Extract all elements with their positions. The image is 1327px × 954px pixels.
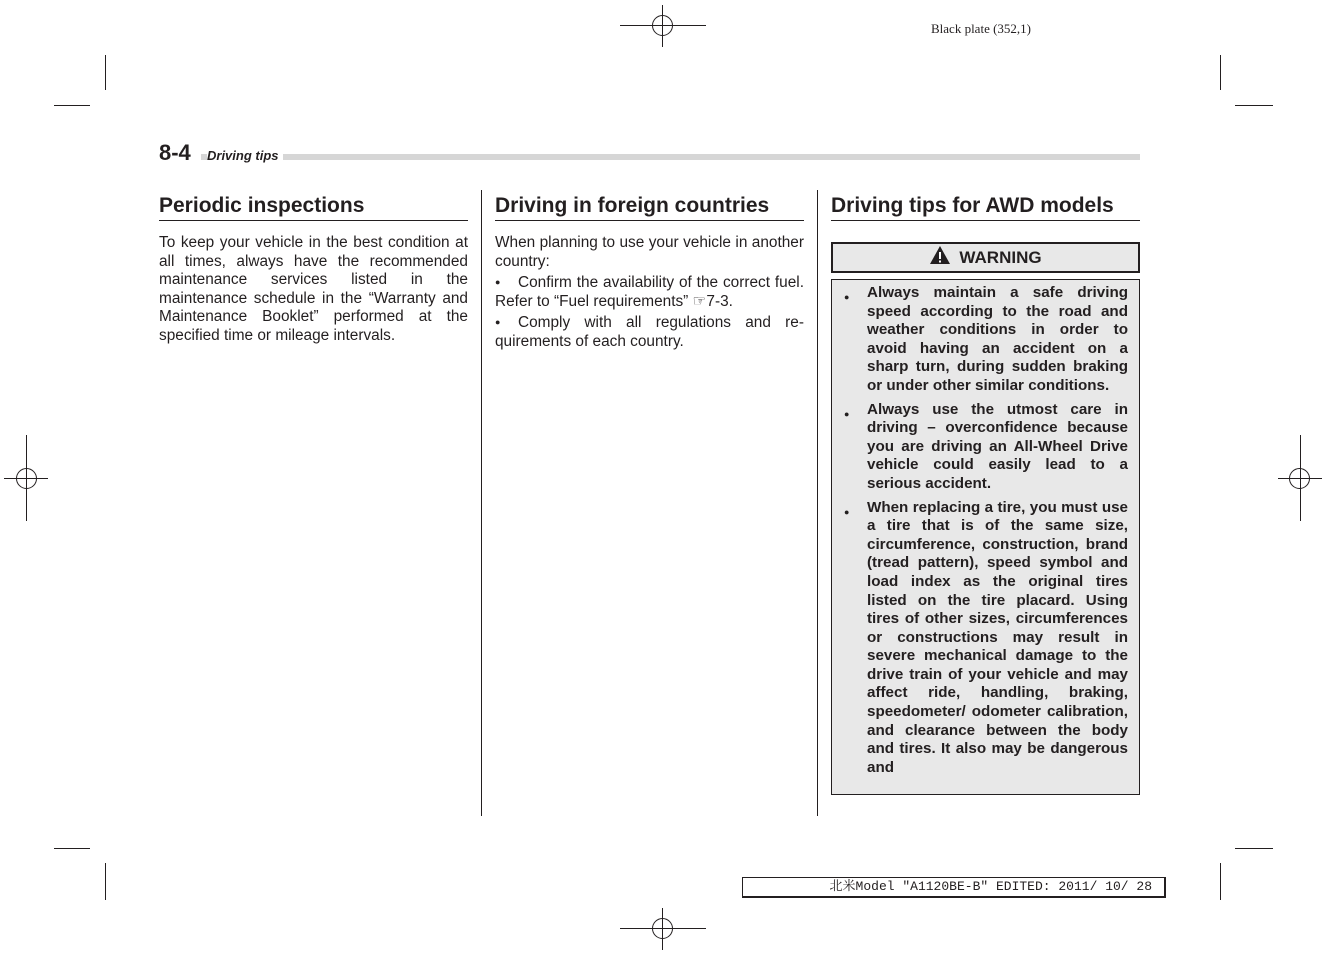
crop-mark: [105, 863, 106, 900]
warning-item-text: Always maintain a safe driving speed according to the road and weather conditions in order to avoid having an accident on a sharp turn, during sudden braking or under other similar conditions.: [867, 284, 1128, 394]
list-item: [495, 313, 804, 351]
warning-item: [842, 401, 1128, 494]
bullet-icon: ●: [844, 292, 850, 302]
column-periodic-inspections: [159, 192, 468, 345]
crop-mark: [1220, 863, 1221, 900]
page-number: 8-4: [159, 140, 201, 166]
bullet-icon: ●: [844, 408, 850, 419]
body-paragraph: To keep your vehicle in the best condition at all times, always have the recommended maintenance services listed in the maintenance schedule in the “Warranty and Maintenance Booklet” performed at the specified time or mileage intervals.: [159, 234, 468, 344]
section-label: Driving tips: [207, 148, 283, 164]
column-divider: [481, 190, 482, 816]
registration-mark-left: [4, 435, 48, 521]
registration-mark-bottom: [620, 908, 706, 950]
warning-header: [831, 242, 1140, 273]
column-foreign-countries: [495, 192, 804, 351]
crop-mark: [1235, 848, 1273, 849]
list-item-text: Comply with all regulations and requirements of each country.: [495, 314, 804, 350]
section-heading: Periodic inspections: [159, 192, 468, 221]
footer-edition-box: 北米Model "A1120BE-B" EDITED: 2011/ 10/ 28: [742, 877, 1166, 898]
column-divider: [817, 190, 818, 816]
warning-item: [842, 499, 1128, 778]
registration-mark-right: [1278, 435, 1322, 521]
section-heading: Driving tips for AWD models: [831, 192, 1140, 221]
list-item-text: Confirm the availability of the correct fuel. Refer to “Fuel requirements” ☞7-3.: [495, 274, 804, 310]
bullet-icon: ●: [495, 277, 501, 287]
crop-mark: [105, 55, 106, 90]
body-paragraph: When planning to use your vehicle in another country:: [495, 234, 804, 270]
plate-info: Black plate (352,1): [931, 21, 1031, 36]
bullet-icon: ●: [844, 506, 850, 517]
column-awd-tips: [831, 192, 1140, 221]
warning-label: WARNING: [959, 247, 1042, 267]
warning-item: [842, 284, 1128, 396]
crop-mark: [54, 105, 90, 106]
list-item: [495, 273, 804, 311]
bullet-icon: ●: [495, 317, 501, 327]
warning-item-text: When replacing a tire, you must use a tire that is of the same size, circumference, construction, brand (tread pattern), speed symbol and load index as the original tires listed on the tire placard. Using tires of other sizes, circumferences or constructions may result in severe mechanical damage to the drive train of your vehicle and may affect ride, handling, braking, speedometer/ odometer calibration, and clearance between the body and tires. It also may be dangerous and: [867, 498, 1128, 776]
crop-mark: [1235, 105, 1273, 106]
crop-mark: [1220, 55, 1221, 90]
header-bar: [160, 154, 1140, 160]
section-heading: Driving in foreign countries: [495, 192, 804, 221]
warning-box: [831, 279, 1140, 795]
crop-mark: [54, 848, 90, 849]
warning-triangle-icon: [929, 245, 951, 270]
registration-mark-top: [620, 5, 706, 47]
warning-item-text: Always use the utmost care in driving – overconfidence because you are driving an All-Wheel Drive vehicle could easily lead to a serious accident.: [867, 400, 1128, 492]
